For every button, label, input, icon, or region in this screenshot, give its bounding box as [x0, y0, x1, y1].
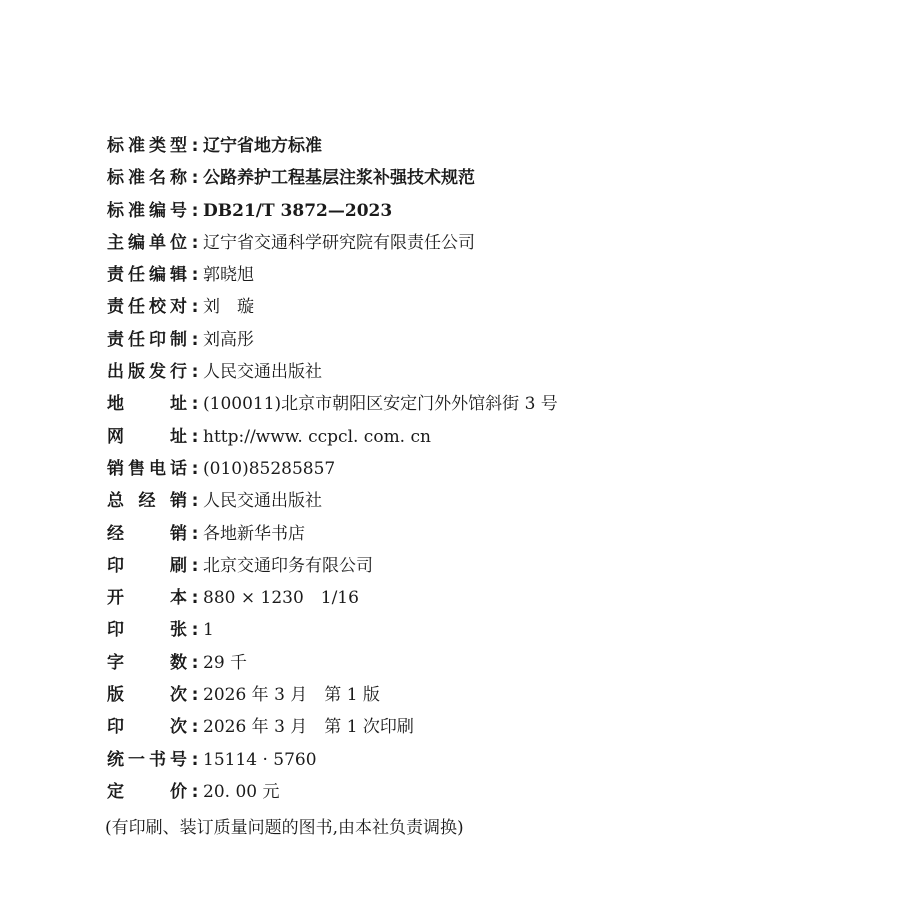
row-sales-phone: [107, 454, 558, 486]
row-responsible-editor: [107, 260, 558, 292]
value-price: 20. 00 元: [203, 781, 280, 802]
colon: :: [191, 232, 199, 253]
value-standard-type: 辽宁省地方标准: [203, 136, 322, 156]
colon: :: [191, 265, 199, 286]
row-address: [107, 389, 558, 421]
row-standard-number: [107, 196, 558, 228]
row-price: [107, 777, 558, 809]
value-book-number: 15114 · 5760: [203, 749, 317, 770]
colon: :: [191, 491, 199, 512]
row-book-number: [107, 745, 558, 777]
label-publisher: 出 版 发 行: [107, 362, 187, 383]
value-edition: 2026 年 3 月 第 1 版: [203, 685, 380, 706]
colon: :: [191, 620, 199, 641]
row-publisher: [107, 357, 558, 389]
label-format: 开 本: [107, 588, 187, 609]
colon: :: [191, 297, 199, 318]
value-sheets: 1: [203, 620, 214, 641]
colon: :: [191, 458, 199, 479]
row-edition: [107, 680, 558, 712]
label-distributor: 经 销: [107, 523, 187, 544]
label-standard-name: 标 准 名 称: [107, 168, 187, 189]
publication-info-list: [107, 131, 558, 809]
row-distributor: [107, 519, 558, 551]
row-print-supervisor: [107, 325, 558, 357]
colon: :: [191, 717, 199, 738]
value-chief-editor-unit: 辽宁省交通科学研究院有限责任公司: [203, 232, 475, 253]
colon: :: [191, 749, 199, 770]
row-website: [107, 422, 558, 454]
label-printing: 印 次: [107, 717, 187, 738]
value-address: (100011)北京市朝阳区安定门外外馆斜街 3 号: [203, 394, 558, 415]
row-standard-name: [107, 163, 558, 195]
label-standard-type: 标 准 类 型: [107, 136, 187, 156]
label-price: 定 价: [107, 781, 187, 802]
value-standard-number: DB21/T 3872—2023: [203, 200, 393, 221]
row-printing: [107, 712, 558, 744]
label-word-count: 字 数: [107, 652, 187, 673]
label-edition: 版 次: [107, 685, 187, 706]
colon: :: [191, 588, 199, 609]
label-standard-number: 标 准 编 号: [107, 200, 187, 221]
label-responsible-editor: 责 任 编 辑: [107, 265, 187, 286]
value-printing: 2026 年 3 月 第 1 次印刷: [203, 717, 414, 738]
label-sales-phone: 销 售 电 话: [107, 458, 187, 479]
label-sheets: 印 张: [107, 620, 187, 641]
colon: :: [191, 200, 199, 221]
row-standard-type: [107, 131, 558, 163]
label-proofreader: 责 任 校 对: [107, 297, 187, 318]
row-word-count: [107, 648, 558, 680]
colon: :: [191, 136, 199, 156]
value-general-distributor: 人民交通出版社: [203, 491, 322, 512]
label-address: 地 址: [107, 394, 187, 415]
label-print-supervisor: 责 任 印 制: [107, 329, 187, 350]
value-responsible-editor: 郭晓旭: [203, 265, 254, 286]
value-distributor: 各地新华书店: [203, 523, 305, 544]
colon: :: [191, 426, 199, 447]
value-sales-phone: (010)85285857: [203, 458, 336, 479]
value-print-supervisor: 刘高彤: [203, 329, 254, 350]
label-chief-editor-unit: 主 编 单 位: [107, 232, 187, 253]
colon: :: [191, 652, 199, 673]
row-format: [107, 583, 558, 615]
value-word-count: 29 千: [203, 652, 248, 673]
row-general-distributor: [107, 486, 558, 518]
colon: :: [191, 329, 199, 350]
colon: :: [191, 555, 199, 576]
row-sheets: [107, 615, 558, 647]
label-printer: 印 刷: [107, 555, 187, 576]
value-printer: 北京交通印务有限公司: [203, 555, 373, 576]
colon: :: [191, 394, 199, 415]
label-general-distributor: 总 经 销: [107, 491, 187, 512]
quality-note: (有印刷、装订质量问题的图书,由本社负责调换): [105, 818, 464, 838]
label-website: 网 址: [107, 426, 187, 447]
colon: :: [191, 168, 199, 189]
label-book-number: 统 一 书 号: [107, 749, 187, 770]
colon: :: [191, 523, 199, 544]
row-proofreader: [107, 292, 558, 324]
row-chief-editor-unit: [107, 228, 558, 260]
value-standard-name: 公路养护工程基层注浆补强技术规范: [203, 168, 475, 189]
colon: :: [191, 685, 199, 706]
row-printer: [107, 551, 558, 583]
colon: :: [191, 362, 199, 383]
value-proofreader: 刘 璇: [203, 297, 254, 318]
value-format: 880 × 1230 1/16: [203, 588, 359, 609]
value-publisher: 人民交通出版社: [203, 362, 322, 383]
colon: :: [191, 781, 199, 802]
value-website: http://www. ccpcl. com. cn: [203, 426, 431, 447]
